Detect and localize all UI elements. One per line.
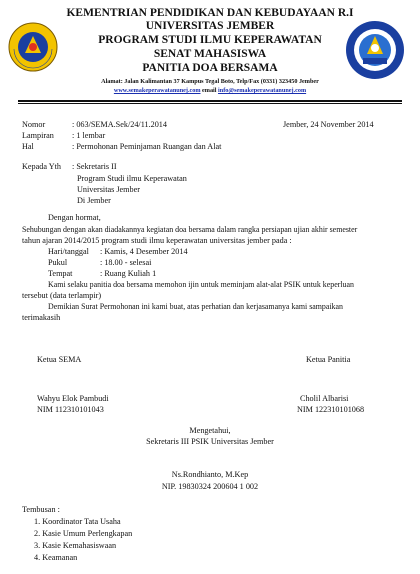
- nomor-value: : 063/SEMA.Sek/24/11.2014: [72, 120, 167, 129]
- paragraph2-line1: Kami selaku panitia doa bersama memohon ijin untuk meminjam alat-alat PSIK untuk keperluan: [48, 280, 354, 289]
- recipient-line3: Universitas Jember: [77, 185, 140, 194]
- email-label: email: [202, 87, 217, 94]
- left-signatory-nim: NIM 112310101043: [37, 405, 104, 414]
- university-logo: [8, 22, 58, 72]
- cc-item: 4. Keamanan: [34, 553, 78, 562]
- acknowledged-title: Sekretaris III PSIK Universitas Jember: [146, 437, 274, 446]
- right-signatory-title: Ketua Panitia: [306, 355, 351, 364]
- lampiran-label: Lampiran: [22, 131, 54, 140]
- paragraph1-line1: Sehubungan dengan akan diadakannya kegiatan doa bersama dalam rangka persiapan ujian akhir semester: [22, 225, 358, 234]
- cc-item: 1. Koordinator Tata Usaha: [34, 517, 121, 526]
- paragraph2-line2: tersebut (data terlampir): [22, 291, 102, 300]
- letterhead-divider: [18, 100, 402, 102]
- time-label: Pukul: [48, 258, 68, 267]
- paragraph3-line2: terimakasih: [22, 313, 61, 322]
- hal-value: : Permohonan Peminjaman Ruangan dan Alat: [72, 142, 222, 151]
- place-value: : Ruang Kuliah 1: [100, 269, 157, 278]
- greeting: Dengan hormat,: [48, 213, 101, 222]
- left-signatory-title: Ketua SEMA: [37, 355, 82, 364]
- cc-item: 2. Kasie Umum Perlengkapan: [34, 529, 133, 538]
- letterhead-contact: [60, 87, 360, 94]
- recipient-label: Kepada Yth: [22, 162, 62, 171]
- hal-label: Hal: [22, 142, 34, 151]
- letterhead-address: Alamat: Jalan Kalimantan 37 Kampus Tegal Boto, Telp/Fax (0331) 323450 Jember: [101, 78, 319, 85]
- place-label: Tempat: [48, 269, 73, 278]
- letterhead-committee: PANITIA DOA BERSAMA: [142, 62, 278, 74]
- day-label: Hari/tanggal: [48, 247, 89, 256]
- lampiran-value: : 1 lembar: [72, 131, 106, 140]
- acknowledged-label: Mengetahui,: [189, 426, 231, 435]
- letterhead-ministry: KEMENTRIAN PENDIDIKAN DAN KEBUDAYAAN R.I: [66, 7, 354, 19]
- nomor-label: Nomor: [22, 120, 46, 129]
- letterhead-divider-thin: [18, 103, 402, 104]
- acknowledged-name: Ns.Rondhianto, M.Kep: [171, 470, 249, 479]
- letterhead-senate: SENAT MAHASISWA: [153, 48, 267, 60]
- right-signatory-name: Cholil Albarisi: [300, 394, 349, 403]
- day-value: : Kamis, 4 Desember 2014: [100, 247, 188, 256]
- right-signatory-nim: NIM 122310101068: [297, 405, 365, 414]
- website-link[interactable]: www.semakeperawatanunej.com: [113, 87, 201, 94]
- acknowledged-nip: NIP. 19830324 200604 1 002: [161, 482, 259, 491]
- letterhead-program: PROGRAM STUDI ILMU KEPERAWATAN: [98, 34, 322, 46]
- email-link[interactable]: info@semakeperawatanunej.com: [218, 87, 307, 94]
- recipient-line2: Program Studi ilmu Keperawatan: [77, 174, 187, 183]
- paragraph1-line2: tahun ajaran 2014/2015 program studi ilmu keperawatan universitas jember pada :: [22, 236, 292, 245]
- time-value: : 18.00 - selesai: [100, 258, 152, 267]
- letterhead-university: UNIVERSITAS JEMBER: [145, 20, 275, 32]
- recipient-line1: : Sekretaris II: [72, 162, 117, 171]
- cc-item: 3. Kasie Kemahasiswaan: [34, 541, 117, 550]
- left-signatory-name: Wahyu Elok Pambudi: [37, 394, 109, 403]
- recipient-line4: Di Jember: [77, 196, 111, 205]
- letter-date: Jember, 24 November 2014: [283, 120, 374, 129]
- cc-label: Tembusan :: [22, 505, 60, 514]
- paragraph3-line1: Demikian Surat Permohonan ini kami buat, atas perhatian dan kerjasamanya kami sampaikan: [48, 302, 343, 311]
